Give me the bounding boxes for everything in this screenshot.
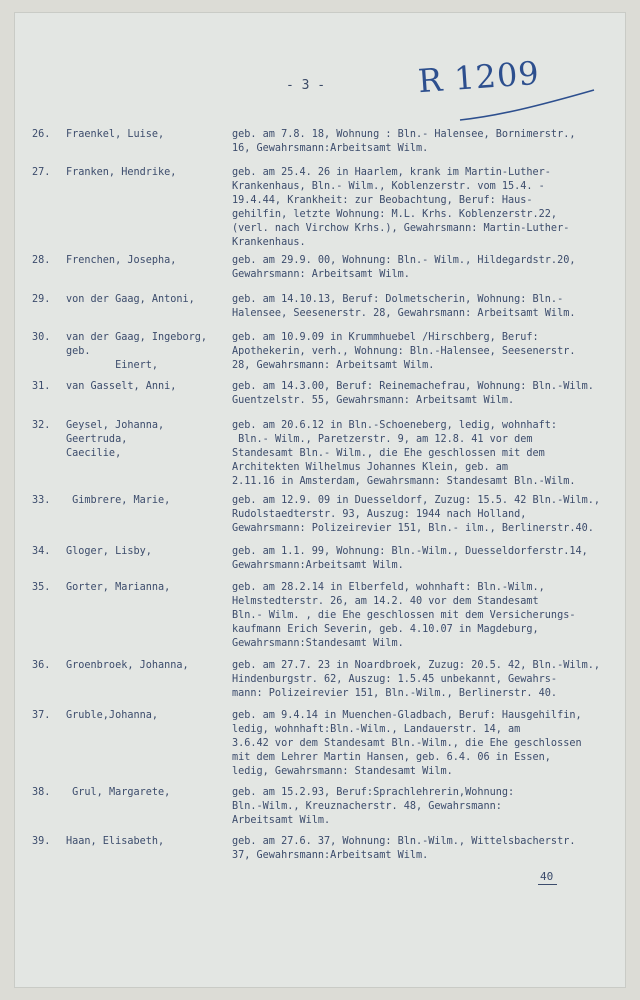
entry-description: geb. am 29.9. 00, Wohnung: Bln.- Wilm., Hildegardstr.20, Gewahrsmann: Arbeitsamt Wilm. (232, 255, 576, 280)
entry-number: 33. (32, 495, 51, 506)
entry-number: 29. (32, 294, 51, 305)
entry-description: geb. am 27.6. 37, Wohnung: Bln.-Wilm., Wittelsbacherstr. 37, Gewahrsmann:Arbeitsamt Wilm. (232, 836, 576, 861)
page-number: - 3 - (286, 78, 326, 93)
entry-description: geb. am 9.4.14 in Muenchen-Gladbach, Beruf: Hausgehilfin, ledig, wohnhaft:Bln.-Wilm., Landauerstr. 14, am 3.6.42 vor dem Standesamt Bln.-Wilm., die Ehe geschlossen mit dem Lehrer Martin Hansen, geb. 6.4. 06 in Essen, ledig, Gewahrsmann: Standesamt Wilm. (232, 710, 582, 777)
entry-number: 37. (32, 710, 51, 721)
entry-description: geb. am 1.1. 99, Wohnung: Bln.-Wilm., Duesseldorferstr.14, Gewahrsmann:Arbeitsamt Wilm. (232, 546, 588, 571)
archive-mark: R 1209 (416, 53, 541, 101)
entry-description: geb. am 14.10.13, Beruf: Dolmetscherin, Wohnung: Bln.- Halensee, Seesenerstr. 28, Gewahrsmann: Arbeitsamt Wilm. (232, 294, 576, 319)
entry-number: 28. (32, 255, 51, 266)
entry-name: Geysel, Johanna, Geertruda, Caecilie, (66, 420, 165, 459)
entry-name: van Gasselt, Anni, (66, 381, 177, 392)
entry-number: 31. (32, 381, 51, 392)
entry-number: 32. (32, 420, 51, 431)
entry-name: van der Gaag, Ingeborg, geb. Einert, (66, 332, 208, 371)
entry-description: geb. am 15.2.93, Beruf:Sprachlehrerin,Wohnung: Bln.-Wilm., Kreuznacherstr. 48, Gewahrsmann: Arbeitsamt Wilm. (232, 787, 515, 826)
entry-name: Frenchen, Josepha, (66, 255, 177, 266)
entry-number: 27. (32, 167, 51, 178)
footer-page-count: 40 (538, 870, 557, 885)
entry-name: Franken, Hendrike, (66, 167, 177, 178)
entry-name: Haan, Elisabeth, (66, 836, 165, 847)
entry-number: 30. (32, 332, 51, 343)
entry-description: geb. am 28.2.14 in Elberfeld, wohnhaft: Bln.-Wilm., Helmstedterstr. 26, am 14.2. 40 vor dem Standesamt Bln.- Wilm. , die Ehe geschlossen mit dem Versicherungs- kaufmann Erich Severin, geb. 4.10.07 in Magdeburg, Gewahrsmann:Standesamt Wilm. (232, 582, 576, 649)
handwritten-underline-icon (458, 86, 598, 126)
entry-description: geb. am 20.6.12 in Bln.-Schoeneberg, ledig, wohnhaft: Bln.- Wilm., Paretzerstr. 9, am 12.8. 41 vor dem Standesamt Bln.- Wilm., die Ehe geschlossen mit dem Architekten Wilhelmus Johannes Klein, geb. am 2.11.16 in Amsterdam, Gewahrsmann: Standesamt Bln.-Wilm. (232, 420, 576, 487)
entry-name: Gloger, Lisby, (66, 546, 152, 557)
entry-description: geb. am 10.9.09 in Krummhuebel /Hirschberg, Beruf: Apothekerin, verh., Wohnung: Bln.-Halensee, Seesenerstr. 28, Gewahrsmann: Arbeitsamt Wilm. (232, 332, 576, 371)
entry-description: geb. am 14.3.00, Beruf: Reinemachefrau, Wohnung: Bln.-Wilm. Guentzelstr. 55, Gewahrsmann: Arbeitsamt Wilm. (232, 381, 594, 406)
entry-description: geb. am 7.8. 18, Wohnung : Bln.- Halensee, Bornimerstr., 16, Gewahrsmann:Arbeitsamt Wilm. (232, 129, 576, 154)
entry-name: Gorter, Marianna, (66, 582, 171, 593)
entry-number: 26. (32, 129, 51, 140)
entry-description: geb. am 12.9. 09 in Duesseldorf, Zuzug: 15.5. 42 Bln.-Wilm., Rudolstaedterstr. 93, Auszug: 1944 nach Holland, Gewahrsmann: Polizeirevier 151, Bln.- ilm., Berlinerstr.40. (232, 495, 601, 534)
entry-description: geb. am 27.7. 23 in Noardbroek, Zuzug: 20.5. 42, Bln.-Wilm., Hindenburgstr. 62, Auszug: 1.5.45 unbekannt, Gewahrs- mann: Polizeirevier 151, Bln.-Wilm., Berlinerstr. 40. (232, 660, 601, 699)
entry-number: 34. (32, 546, 51, 557)
entry-name: von der Gaag, Antoni, (66, 294, 195, 305)
entry-number: 35. (32, 582, 51, 593)
entry-name: Groenbroek, Johanna, (66, 660, 189, 671)
entry-name: Gimbrere, Marie, (66, 495, 171, 506)
entry-description: geb. am 25.4. 26 in Haarlem, krank im Martin-Luther- Krankenhaus, Bln.- Wilm., Koblenzerstr. vom 15.4. - 19.4.44, Krankheit: zur Beobachtung, Beruf: Haus- gehilfin, letzte Wohnung: M.L. Krhs. Koblenzerstr.22, (verl. nach Virchow Krhs.), Gewahrsmann: Martin-Luther- Krankenhaus. (232, 167, 570, 248)
entry-number: 36. (32, 660, 51, 671)
entry-name: Gruble,Johanna, (66, 710, 159, 721)
entry-number: 38. (32, 787, 51, 798)
entry-name: Grul, Margarete, (66, 787, 171, 798)
entry-name: Fraenkel, Luise, (66, 129, 165, 140)
entry-number: 39. (32, 836, 51, 847)
